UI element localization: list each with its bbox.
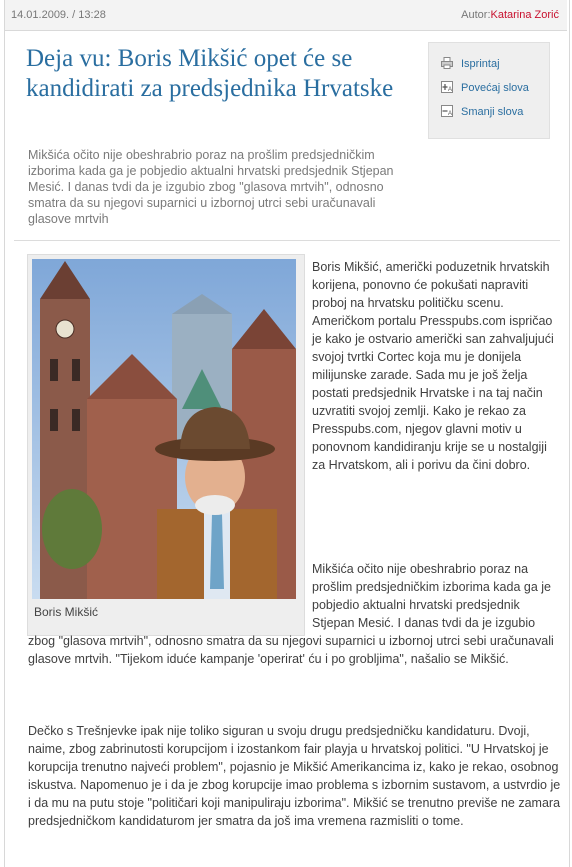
- author-info: [461, 9, 559, 21]
- font-decrease-button[interactable]: [441, 105, 523, 123]
- publish-date: 14.01.2009. / 13:28: [11, 9, 106, 21]
- section-divider: [14, 240, 560, 241]
- article-paragraph-3: Dečko s Trešnjevke ipak nije toliko siguran u svoju drugu predsjedničku kandidaturu. Dvoji, naime, zbog zabrinutosti korupcijom i izostankom fair playja u hrvatskoj politici. "U Hrvatskoj je korupcija trenutno najveći problem", pojasnio je Mikšić Amerikancima iz, kako je rekao, osobnog iskustva. Napomenuo je i da je zbog korupcije imao problema s izbornim sustavom, a ustvrdio je i da mu na putu stoje "političari koji manipuliraju izborima". Mikšić se trenutno previše ne zamara predsjedničkom kandidaturom jer smatra da još ima vremena razmisliti o tome.: [28, 724, 561, 828]
- print-button[interactable]: [441, 57, 500, 75]
- article-photo: [32, 259, 296, 599]
- author-name[interactable]: Katarina Zorić: [490, 9, 559, 21]
- print-label: Isprintaj: [461, 58, 500, 70]
- article-tools-box: [428, 42, 550, 139]
- photo-caption: Boris Mikšić: [34, 605, 99, 619]
- article-paragraph-2-continued: zbog "glasova mrtvih", odnosno smatra da su njegovi suparnici u izbornoj utrci sebi uračunavali glasove mrtvih. "Tijekom iduće kampanje 'operirat' ću i po grobljima", našalio se Mikšić.: [28, 634, 554, 666]
- svg-text:A: A: [448, 87, 453, 93]
- svg-text:A: A: [448, 111, 453, 117]
- font-increase-button[interactable]: [441, 81, 529, 99]
- font-decrease-label: Smanji slova: [461, 106, 524, 118]
- article-paragraph-2: Mikšića očito nije obeshrabrio poraz na prošlim predsjedničkim izborima kada ga je pobjedio aktualni hrvatski predsjednik Stjepan Mesić. I danas tvdi da je izgubio: [312, 562, 551, 630]
- article-lead: Mikšića očito nije obeshrabrio poraz na prošlim predsjedničkim izborima kada ga je pobjedio aktualni hrvatski predsjednik Stjepan Mesić. I danas tvdi da je izgubio zbog "glasova mrtvih", odnosno smatra da su njegovi suparnici u izbornoj utrci sebi uračunavali glasove mrtvih: [28, 148, 394, 226]
- article-meta-bar: [5, 0, 567, 31]
- article-photo-box: [27, 254, 305, 636]
- printer-icon: [441, 57, 453, 69]
- font-increase-icon: [441, 81, 453, 93]
- article-paragraph-1: Boris Mikšić, američki poduzetnik hrvatskih korijena, ponovno će pokušati napraviti proboj na hrvatsku političku scenu. Američkom portalu Presspubs.com ispričao je kako je ostvario američki san zahvaljujući svojoj tvrtki Cortec koja mu je donijela milijunske zarade. Sada mu je još želja postati predsjednik Hrvatske i na taj način uzvratiti svojoj zemlji. Kako je rekao za Presspubs.com, njegov glavni motiv u ponovnom kandidiranju krije se u nostalgiji za Hrvatskom, ali i porivu da čini dobro.: [312, 260, 554, 472]
- author-label: Autor:: [461, 9, 491, 21]
- article-title: Deja vu: Boris Mikšić opet će se kandidirati za predsjednika Hrvatske: [26, 45, 394, 102]
- font-increase-label: Povećaj slova: [461, 82, 529, 94]
- font-decrease-icon: [441, 105, 453, 117]
